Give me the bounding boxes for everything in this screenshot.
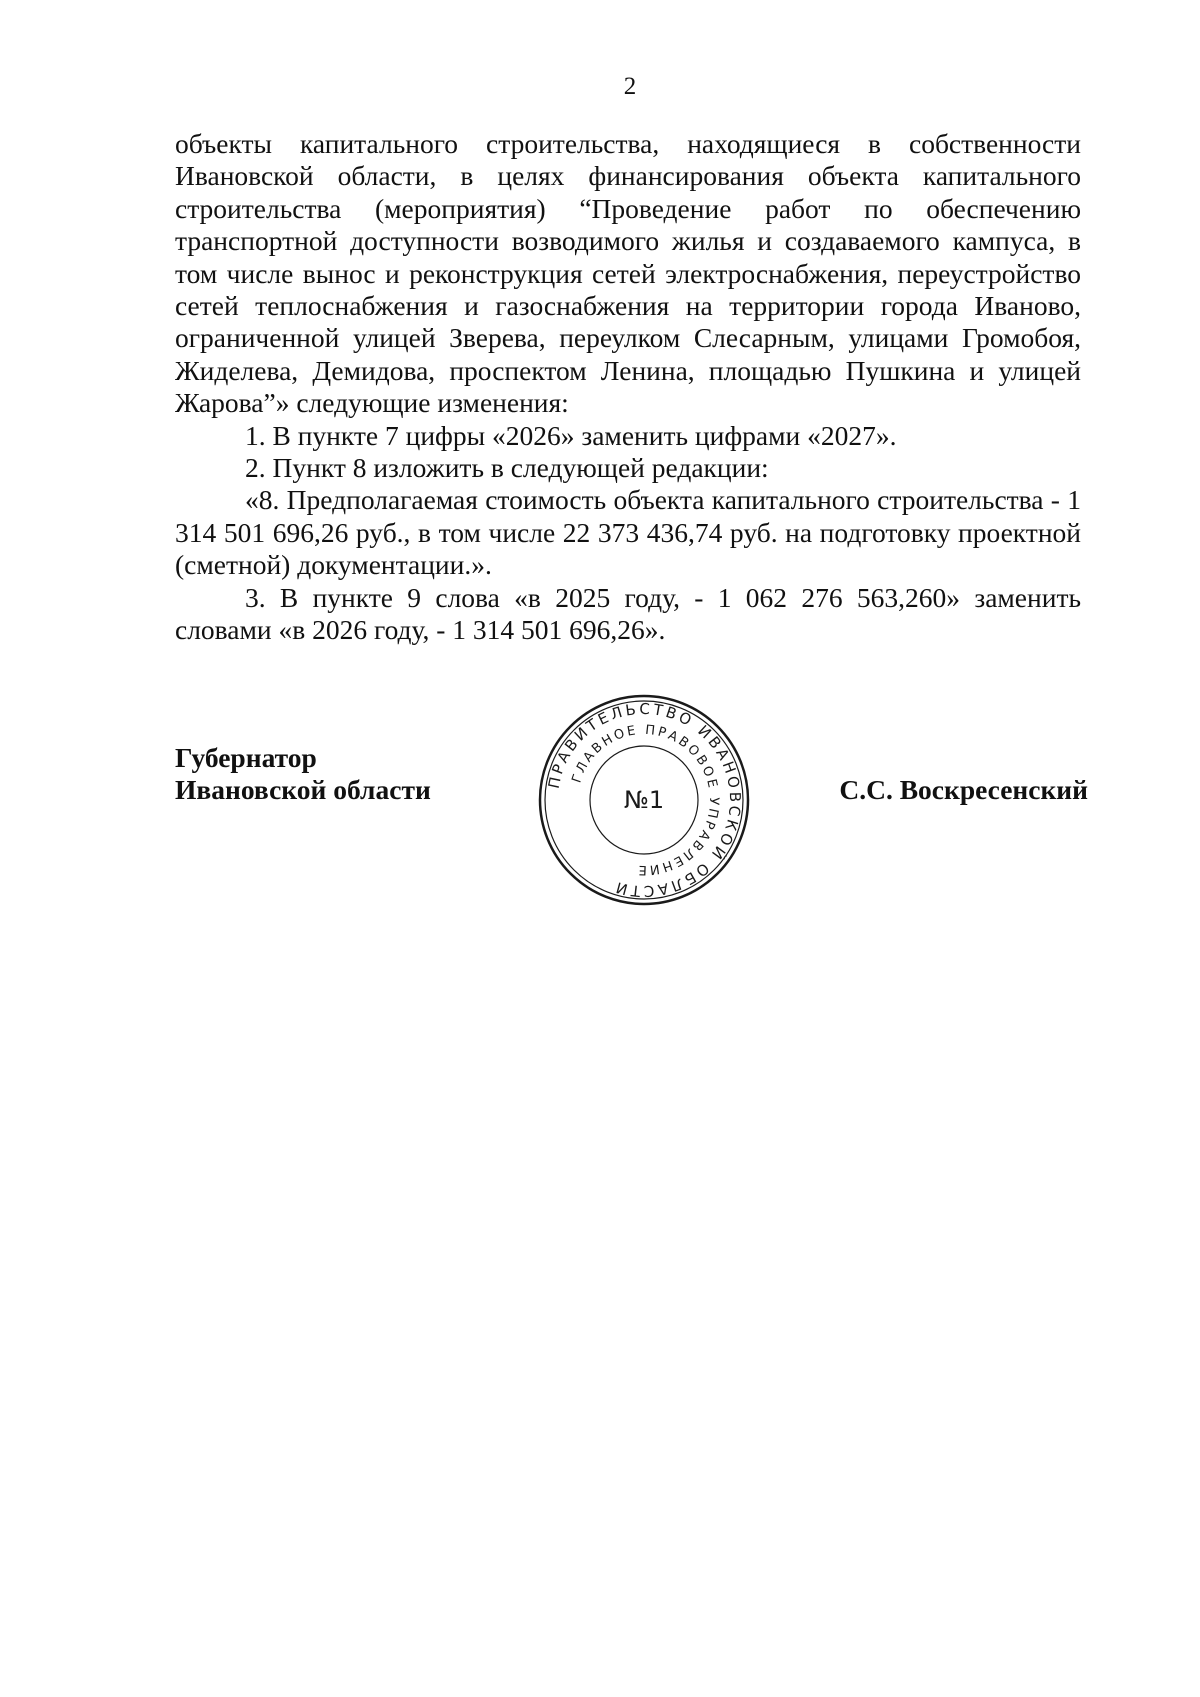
signatory-title-line-2: Ивановской области [175,774,431,805]
official-stamp [534,690,754,910]
paragraph-item-1: 1. В пункте 7 цифры «2026» заменить цифрами «2027». [245,419,897,451]
paragraph-item-3: 3. В пункте 9 слова «в 2025 году, - 1 062 276 563,260» заменить словами «в 2026 году, - 1 314 501 696,26». [175,581,1081,646]
paragraph-item-8-text: «8. Предполагаемая стоимость объекта капитального строительства - 1 314 501 696,26 руб., в том числе 22 373 436,74 руб. на подготовку проектной (сметной) документации.». [175,484,1081,581]
stamp-seal-icon [534,690,754,910]
page-number: 2 [623,73,637,100]
paragraph-intro: объекты капитального строительства, находящиеся в собственности Ивановской области, в целях финансирования объекта капитального строительства (мероприятия) “Проведение работ по обеспечению транспортной доступности возводимого жилья и создаваемого кампуса, в том числе вынос и реконструкция сетей электроснабжения, переустройство сетей теплоснабжения и газоснабжения на территории города Иваново, ограниченной улицей Зверева, переулком Слесарным, улицами Громобоя, Жиделева, Демидова, проспектом Ленина, площадью Пушкина и улицей Жарова”» следующие изменения: [175,128,1081,419]
signatory-title [175,742,431,806]
signatory-name: С.С. Воскресенский [839,774,1088,805]
stamp-outer-text: ПРАВИТЕЛЬСТВО ИВАНОВСКОЙ ОБЛАСТИ [544,699,745,901]
stamp-number: №1 [623,786,665,814]
stamp-inner-text: ГЛАВНОЕ ПРАВОВОЕ УПРАВЛЕНИЕ [569,722,722,878]
document-body [175,128,1081,647]
paragraph-item-2: 2. Пункт 8 изложить в следующей редакции: [245,452,769,484]
signatory-title-line-1: Губернатор [175,742,317,773]
